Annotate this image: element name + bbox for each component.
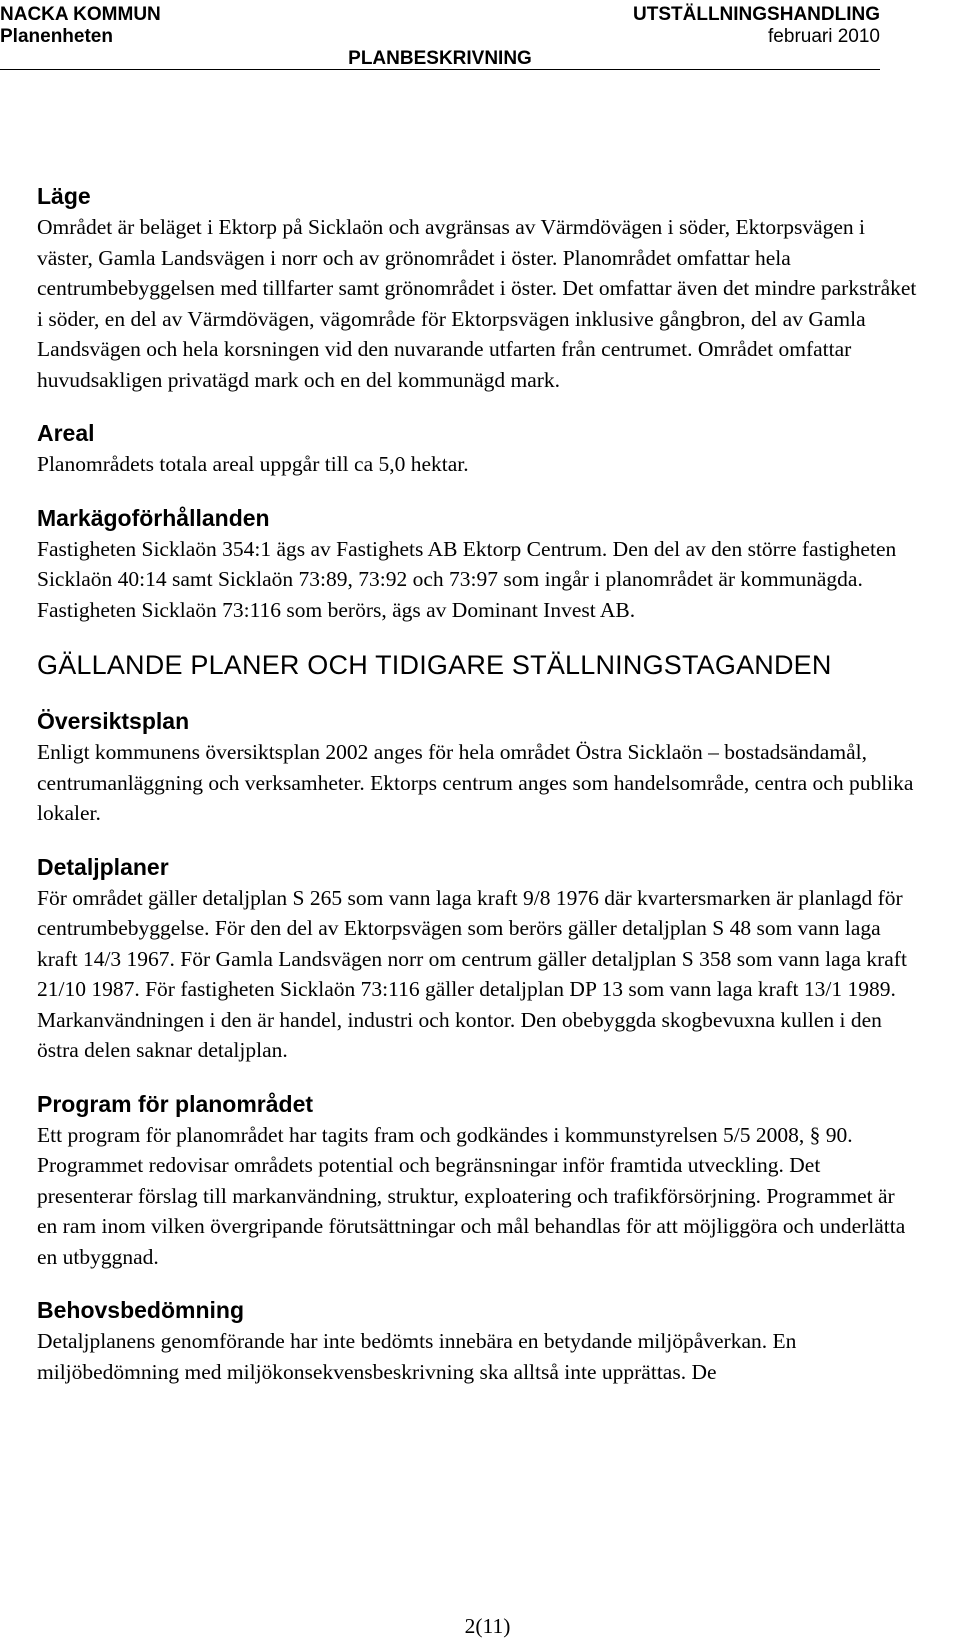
page-number: 2(11) xyxy=(464,1614,511,1638)
paragraph-lage: Området är beläget i Ektorp på Sicklaön och avgränsas av Värmdövägen i söder, Ektorpsvägen i väster, Gamla Landsvägen i norr och av grönområdet i öster. Planområdet omfattar hela centrumbebyggelsen med tillfarter samt grönområdet i öster. Det omfattar även det mindre parkstråket i söder, en del av Värmdövägen, vägområde för Ektorpsvägen inklusive gångbron, del av Gamla Landsvägen och hela korsningen vid den nuvarande utfarten från centrumet. Området omfattar huvudsakligen privatägd mark och en del kommunägd mark. xyxy=(37,215,917,392)
heading-oversiktsplan: Översiktsplan xyxy=(37,708,190,734)
heading-behovsbedomning: Behovsbedömning xyxy=(37,1297,245,1323)
paragraph-detaljplaner: För området gäller detaljplan S 265 som vann laga kraft 9/8 1976 där kvartersmarken är planlagd för centrumbebyggelse. För den del av Ektorpsvägen som berörs gäller detaljplan S 48 som vann laga kraft 14/3 1967. För Gamla Landsvägen norr om centrum gäller detaljplan S 358 som vann laga kraft 21/10 1987. För fastigheten Sicklaön 73:116 gäller detaljplan DP 13 som vann laga kraft 13/1 1989. Markanvändningen i den är handel, industri och kontor. Den obebyggda skogbevuxna kullen i den östra delen saknar detaljplan. xyxy=(37,885,907,1062)
header-org: NACKA KOMMUN xyxy=(0,4,161,25)
header-dept: Planenheten xyxy=(0,26,113,47)
header-rule xyxy=(0,69,880,70)
header-status: UTSTÄLLNINGSHANDLING xyxy=(633,4,880,25)
heading-areal: Areal xyxy=(37,420,95,446)
heading-program: Program för planområdet xyxy=(37,1090,314,1117)
header-doc-type: PLANBESKRIVNING xyxy=(348,48,532,69)
heading-detaljplaner: Detaljplaner xyxy=(37,853,169,880)
header-date: februari 2010 xyxy=(768,26,880,47)
heading-markagoforhallanden: Markägoförhållanden xyxy=(37,504,270,531)
paragraph-areal: Planområdets totala areal uppgår till ca 5,0 hektar. xyxy=(37,452,469,476)
heading-lage: Läge xyxy=(37,183,91,209)
document-body xyxy=(37,182,917,1411)
paragraph-oversiktsplan: Enligt kommunens översiktsplan 2002 anges för hela området Östra Sicklaön – bostadsändamål, centrumanläggning och verksamheter. Ektorps centrum anges som handelsområde, centra och publika lokaler. xyxy=(37,740,914,825)
paragraph-behovsbedomning: Detaljplanens genomförande har inte bedömts innebära en betydande miljöpåverkan. En miljöbedömning med miljökonsekvensbeskrivning ska alltså inte upprättas. De xyxy=(37,1329,797,1384)
paragraph-markagoforhallanden: Fastigheten Sicklaön 354:1 ägs av Fastighets AB Ektorp Centrum. Den del av den större fastigheten Sicklaön 40:14 samt Sicklaön 73:89, 73:92 och 73:97 som ingår i planområdet är kommunägda. Fastigheten Sicklaön 73:116 som berörs, ägs av Dominant Invest AB. xyxy=(37,536,897,622)
paragraph-program: Ett program för planområdet har tagits fram och godkändes i kommunstyrelsen 5/5 2008, § 90. Programmet redovisar områdets potential och begränsningar inför framtida utveckling. Det presenterar förslag till markanvändning, struktur, exploatering och trafikförsörjning. Programmet är en ram inom vilken övergripande förutsättningar och mål behandlas för att möjliggöra och underlätta en utbyggnad. xyxy=(37,1122,906,1269)
heading-gallande-planer: GÄLLANDE PLANER OCH TIDIGARE STÄLLNINGSTAGANDEN xyxy=(37,650,832,680)
